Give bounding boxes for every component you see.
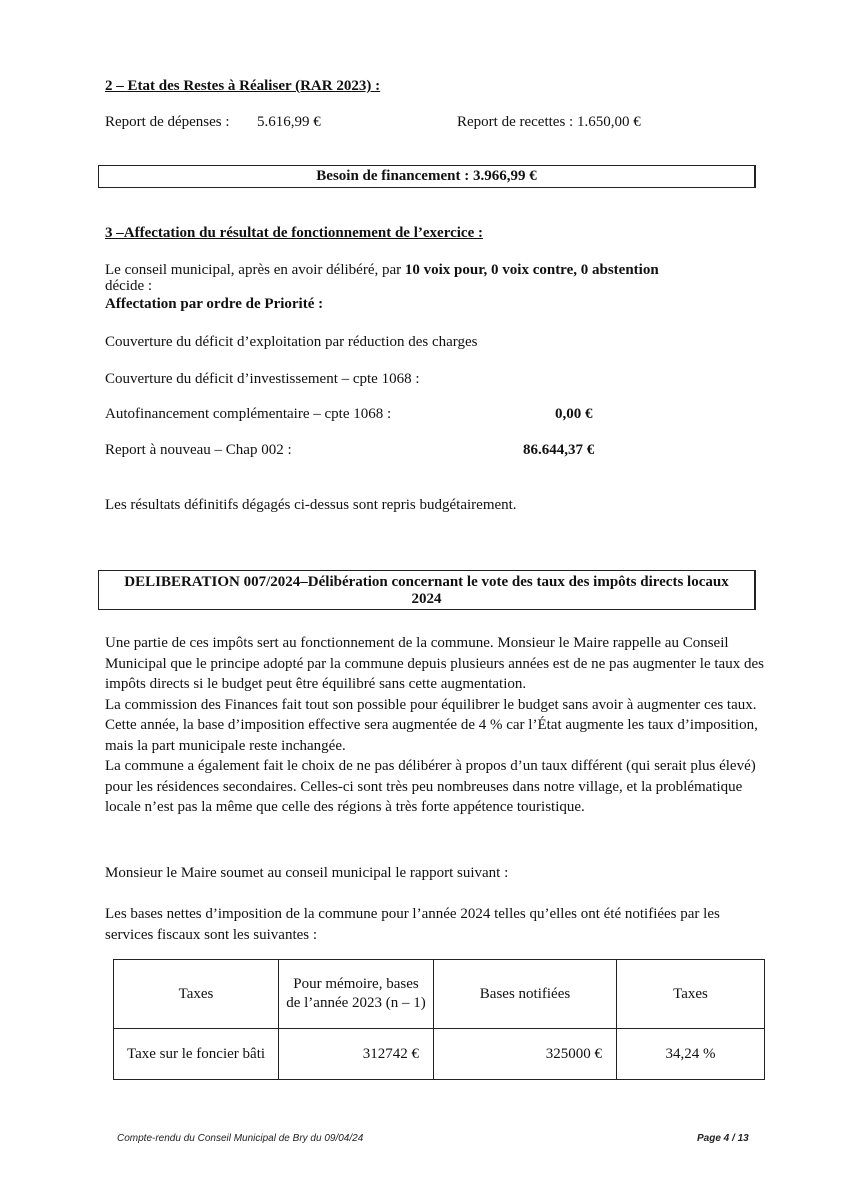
paragraph-5: Monsieur le Maire soumet au conseil municipal le rapport suivant : — [105, 865, 509, 881]
paragraph-3: Cette année, la base d’imposition effective sera augmentée de 4 % car l’État augmente les taux d’imposition, mais la part municipale reste inchangée. — [105, 717, 758, 754]
priority-heading: Affectation par ordre de Priorité : — [105, 296, 324, 312]
report-depenses-label: Report de dépenses : — [105, 114, 230, 130]
besoin-financement-box — [98, 165, 756, 188]
paragraph-4: La commune a également fait le choix de ne pas délibérer à propos d’un taux différent (qui serait plus élevé) pour les résidences secondaires. Celles-ci sont très peu nombreuses dans notre village, et la problématique locale n’est pas la même que celle des régions à très forte appétence touristique. — [105, 758, 756, 815]
tax-bases-table — [113, 959, 765, 1080]
paragraph-2: La commission des Finances fait tout son possible pour équilibrer le budget sans avoir à augmenter ces taux. — [105, 696, 757, 713]
vote-count: 10 voix pour, 0 voix contre, 0 abstention — [404, 262, 659, 278]
affectation-line-3-label: Autofinancement complémentaire – cpte 1068 : — [105, 406, 392, 422]
table-cell: 34,24 % — [617, 1029, 765, 1080]
paragraph-6: Les bases nettes d’imposition de la commune pour l’année 2024 telles qu’elles ont été notifiées par les services fiscaux sont les suivantes : — [105, 906, 720, 943]
report-recettes: Report de recettes : 1.650,00 € — [457, 114, 641, 130]
affectation-line-4-value: 86.644,37 € — [523, 442, 595, 458]
footer-page-number: Page 4 / 13 — [697, 1133, 749, 1144]
affectation-line-3-value: 0,00 € — [555, 406, 593, 422]
section-3-heading: 3 –Affectation du résultat de fonctionnement de l’exercice : — [105, 225, 483, 241]
affectation-line-1: Couverture du déficit d’exploitation par réduction des charges — [105, 334, 478, 350]
vote-intro-start: Le conseil municipal, après en avoir délibéré, par — [105, 262, 405, 278]
table-header-cell: Pour mémoire, bases de l’année 2023 (n – 1) — [279, 960, 434, 1029]
table-header-cell: Bases notifiées — [434, 960, 617, 1029]
vote-intro — [105, 262, 659, 279]
besoin-financement-text: Besoin de financement : 3.966,99 € — [316, 168, 537, 184]
table-cell: 312742 € — [279, 1029, 434, 1080]
table-header-row — [114, 960, 765, 1029]
vote-decide: décide : — [105, 278, 153, 294]
deliberation-title-line-1: DELIBERATION 007/2024–Délibération concernant le vote des taux des impôts directs locaux — [124, 574, 729, 590]
table-header-cell: Taxes — [617, 960, 765, 1029]
deliberation-title-line-2: 2024 — [411, 591, 442, 607]
footer-document-title: Compte-rendu du Conseil Municipal de Bry du 09/04/24 — [117, 1133, 364, 1144]
deliberation-body — [105, 633, 765, 818]
table-cell: Taxe sur le foncier bâti — [114, 1029, 279, 1080]
paragraph-1: Une partie de ces impôts sert au fonctionnement de la commune. Monsieur le Maire rappelle au Conseil Municipal que le principe adopté par la commune depuis plusieurs années est de ne pas augmenter le taux des impôts directs si le budget peut être équilibré sans cette augmentation. — [105, 635, 764, 692]
affectation-line-2: Couverture du déficit d’investissement – cpte 1068 : — [105, 371, 420, 387]
deliberation-title-box — [98, 570, 756, 610]
closing-statement: Les résultats définitifs dégagés ci-dessus sont repris budgétairement. — [105, 497, 517, 513]
table-row — [114, 1029, 765, 1080]
table-header-cell: Taxes — [114, 960, 279, 1029]
table-cell: 325000 € — [434, 1029, 617, 1080]
affectation-line-4-label: Report à nouveau – Chap 002 : — [105, 442, 292, 458]
section-2-heading: 2 – Etat des Restes à Réaliser (RAR 2023) : — [105, 78, 381, 94]
report-depenses-value: 5.616,99 € — [257, 114, 321, 130]
